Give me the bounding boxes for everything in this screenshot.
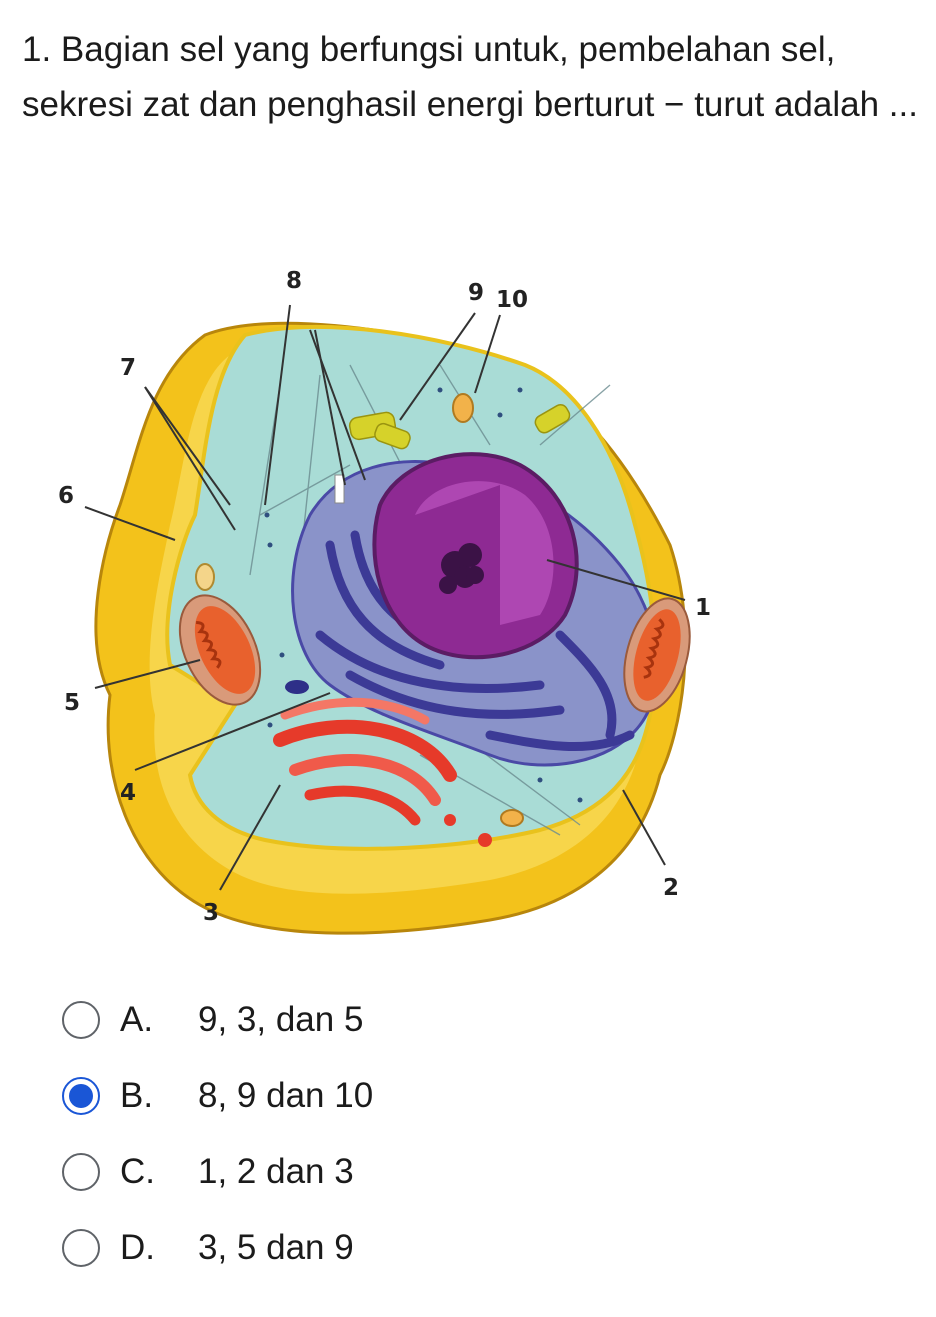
option-a-letter: A. (120, 1000, 154, 1039)
option-d-letter: D. (120, 1228, 155, 1267)
label-7: 7 (120, 355, 137, 381)
option-b[interactable] (62, 1066, 662, 1126)
label-8: 8 (286, 268, 303, 294)
option-c[interactable] (62, 1142, 662, 1202)
radio-b-selected[interactable] (62, 1077, 100, 1115)
label-9: 9 (468, 280, 485, 306)
option-b-letter: B. (120, 1076, 154, 1115)
label-6: 6 (58, 483, 75, 509)
label-4: 4 (120, 780, 137, 806)
option-d[interactable] (62, 1218, 662, 1278)
radio-a[interactable] (62, 1001, 100, 1039)
label-3: 3 (203, 900, 220, 926)
option-b-text: 8, 9 dan 10 (198, 1076, 374, 1115)
radio-c[interactable] (62, 1153, 100, 1191)
radio-d[interactable] (62, 1229, 100, 1267)
question-text: 1. Bagian sel yang berfungsi untuk, pembelahan sel, sekresi zat dan penghasil energi berturut − turut adalah ... (22, 30, 918, 124)
option-a-text: 9, 3, dan 5 (198, 1000, 364, 1039)
option-c-text: 1, 2 dan 3 (198, 1152, 354, 1191)
option-d-text: 3, 5 dan 9 (198, 1228, 354, 1267)
label-5: 5 (64, 690, 81, 716)
option-a[interactable] (62, 990, 662, 1050)
label-1: 1 (695, 595, 712, 621)
label-2: 2 (663, 875, 680, 901)
label-10: 10 (496, 287, 529, 313)
animal-cell-diagram (20, 215, 725, 950)
option-c-letter: C. (120, 1152, 155, 1191)
